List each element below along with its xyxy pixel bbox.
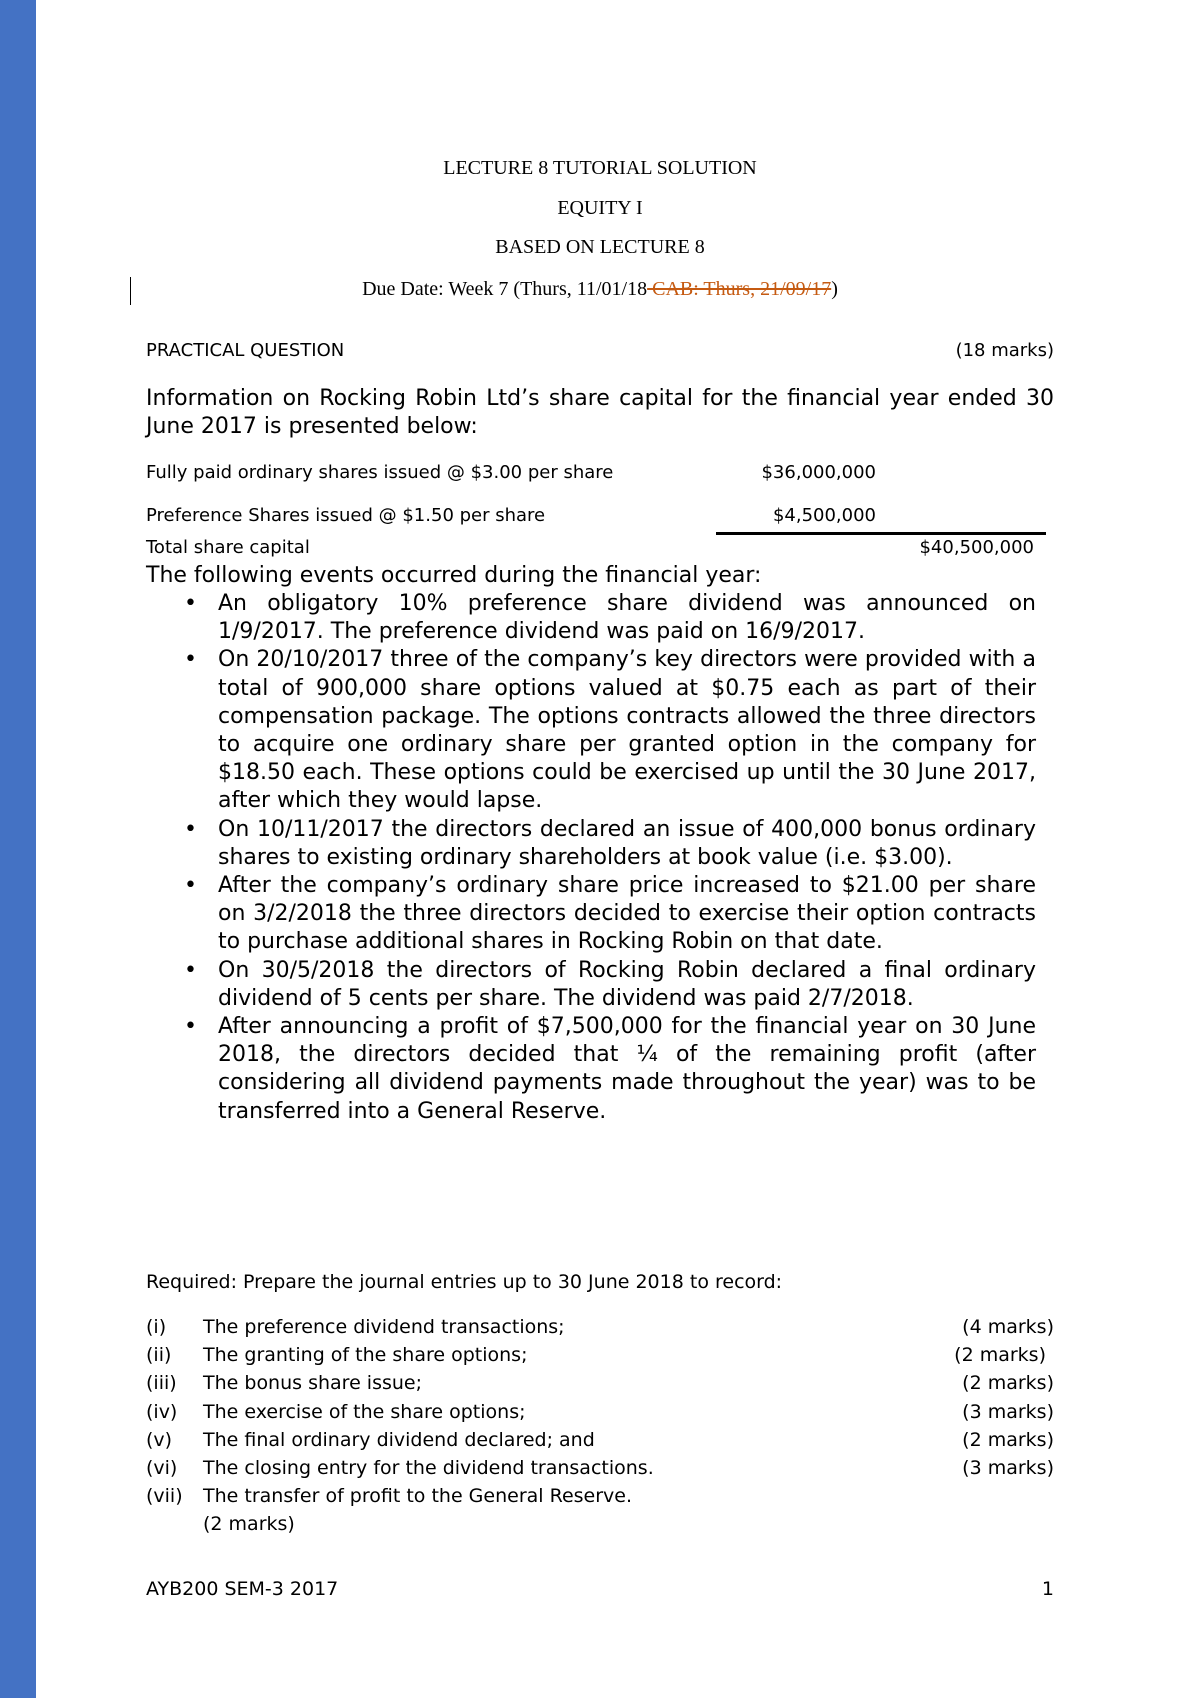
question-heading: PRACTICAL QUESTION (146, 340, 345, 361)
list-item (146, 816, 1036, 872)
required-list (146, 1313, 1054, 1538)
due-date-close: ) (831, 278, 838, 300)
list-item (146, 1482, 1054, 1538)
list-item (146, 590, 1036, 646)
list-item (146, 646, 1036, 815)
item-text: The exercise of the share options; (203, 1400, 526, 1423)
events-list (146, 590, 1036, 1126)
text-cursor (130, 277, 131, 305)
item-number: (iv) (146, 1400, 178, 1423)
item-number: (i) (146, 1316, 167, 1338)
item-marks: (2 marks) (203, 1513, 295, 1536)
due-date-struck: CAB: Thurs, 21/09/17 (647, 278, 832, 300)
item-marks: (2 marks) (962, 1372, 1054, 1395)
item-number: (vi) (146, 1456, 178, 1479)
question-intro: Information on Rocking Robin Ltd’s share capital for the financial year ended 30 June 2017 is presented below: (146, 386, 1054, 439)
due-date (0, 278, 1200, 301)
due-date-text: Due Date: Week 7 (Thurs, 11/01/18 (362, 278, 648, 300)
item-marks: (3 marks) (962, 1400, 1054, 1423)
bullet-icon: • (184, 1014, 197, 1040)
page-number: 1 (1041, 1578, 1054, 1600)
capital-row-label: Fully paid ordinary shares issued @ $3.00 per share (146, 462, 614, 483)
item-text: The final ordinary dividend declared; and (203, 1428, 595, 1451)
doc-title: LECTURE 8 TUTORIAL SOLUTION (443, 157, 757, 179)
bullet-icon: • (184, 957, 197, 983)
total-rule (716, 532, 1046, 535)
item-number: (vii) (146, 1485, 183, 1508)
list-item (146, 1454, 1054, 1482)
event-text: On 10/11/2017 the directors declared an issue of 400,000 bonus ordinary shares to existing ordinary shareholders at book value (i.e. $3.00). (218, 816, 1036, 870)
bullet-icon: • (184, 873, 197, 899)
capital-row-amount: $4,500,000 (772, 505, 876, 526)
event-text: On 20/10/2017 three of the company’s key directors were provided with a total of 900,000 share options valued at $0.75 each as part of their compensation package. The options contracts allowed the three directors to acquire one ordinary share per granted option in the company for $18.50 each. These options could be exercised up until the 30 June 2017, after which they would lapse. (218, 647, 1036, 814)
list-item (146, 1369, 1054, 1397)
item-marks: (3 marks) (962, 1456, 1054, 1479)
bullet-icon: • (184, 816, 197, 842)
event-text: On 30/5/2018 the directors of Rocking Robin declared a final ordinary dividend of 5 cents per share. The dividend was paid 2/7/2018. (218, 957, 1036, 1011)
events-heading: The following events occurred during the financial year: (146, 563, 762, 588)
item-text: The bonus share issue; (203, 1372, 423, 1395)
list-item (146, 1398, 1054, 1426)
list-item (146, 1426, 1054, 1454)
item-marks: (2 marks) (962, 1428, 1054, 1451)
list-item (146, 1341, 1054, 1369)
capital-row-amount: $36,000,000 (761, 462, 876, 483)
capital-total-label: Total share capital (146, 537, 310, 558)
item-number: (iii) (146, 1372, 177, 1395)
doc-basis: BASED ON LECTURE 8 (495, 236, 705, 258)
event-text: An obligatory 10% preference share dividend was announced on 1/9/2017. The preference dividend was paid on 16/9/2017. (218, 591, 1036, 645)
question-marks: (18 marks) (955, 340, 1054, 361)
event-text: After announcing a profit of $7,500,000 for the financial year on 30 June 2018, the directors decided that ¼ of the remaining profit (after considering all dividend payments made throughout the year) was to be transferred into a General Reserve. (218, 1014, 1036, 1124)
item-text: The closing entry for the dividend transactions. (203, 1456, 654, 1479)
event-text: After the company’s ordinary share price increased to $21.00 per share on 3/2/2018 the three directors decided to exercise their option contracts to purchase additional shares in Rocking Robin on that date. (218, 873, 1036, 955)
bullet-icon: • (184, 591, 197, 616)
doc-subtitle: EQUITY I (557, 197, 643, 219)
item-marks: (2 marks) (954, 1344, 1046, 1367)
item-number: (v) (146, 1428, 173, 1451)
footer-course: AYB200 SEM-3 2017 (146, 1578, 339, 1600)
bullet-icon: • (184, 647, 197, 673)
list-item (146, 1013, 1036, 1126)
item-text: The granting of the share options; (203, 1344, 528, 1367)
list-item (146, 957, 1036, 1013)
item-number: (ii) (146, 1344, 172, 1367)
item-text: The preference dividend transactions; (203, 1316, 565, 1338)
question-heading-row (146, 340, 1054, 361)
capital-row-label: Preference Shares issued @ $1.50 per share (146, 505, 546, 526)
capital-total-amount: $40,500,000 (919, 537, 1034, 558)
list-item (146, 1313, 1054, 1341)
required-heading: Required: Prepare the journal entries up to 30 June 2018 to record: (146, 1271, 783, 1293)
list-item (146, 872, 1036, 957)
item-text: The transfer of profit to the General Reserve. (203, 1485, 633, 1508)
item-marks: (4 marks) (962, 1316, 1054, 1338)
